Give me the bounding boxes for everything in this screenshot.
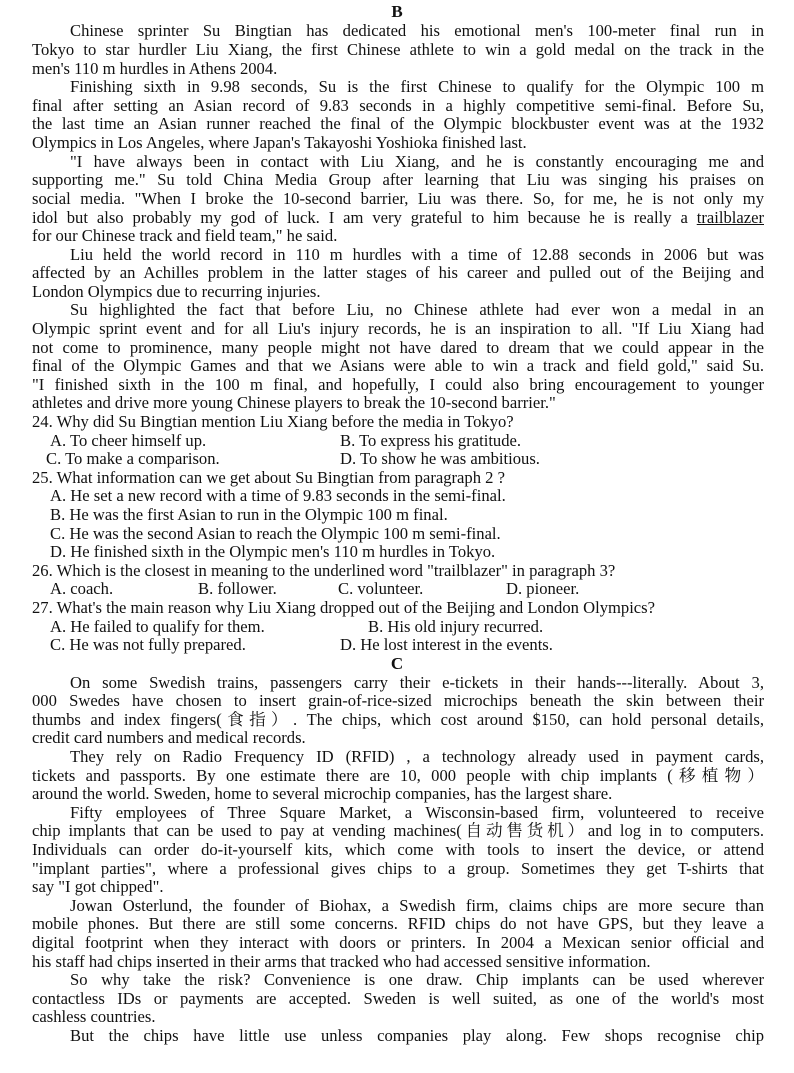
c-para4-line: mobile phones. But there are still some concerns. RFID chips do not have GPS, but they leave a [32,914,764,933]
c-para5-line: So why take the risk? Convenience is one draw. Chip implants can be used wherever [70,970,764,989]
c-para3-line: Fifty employees of Three Square Market, a Wisconsin-based firm, volunteered to receive [70,803,764,822]
c-para3-line: Individuals can order do-it-yourself kits, which come with tools to insert the device, or attend [32,840,764,859]
c-para4-line: his staff had chips inserted in their arms that tracked who had accessed sensitive information. [32,952,651,971]
c-para3-line: chip implants that can be used to pay at vending machines(自动售货机）and log in to computers. [32,821,764,840]
question-25-option-d: D. He finished sixth in the Olympic men's 110 m hurdles in Tokyo. [50,542,496,561]
question-25-stem: 25. What information can we get about Su Bingtian from paragraph 2 ? [32,468,505,487]
c-para1-line: thumbs and index fingers(食指）. The chips, which cost around $150, can hold personal details, [32,710,764,729]
b-para5-line: athletes and drive more young Chinese players to break the 10-second barrier." [32,393,556,412]
question-27-option-a: A. He failed to qualify for them. [50,617,265,636]
c-para3-line: say "I got chipped". [32,877,164,896]
section-c-title: C [390,654,404,673]
c-para5-line: cashless countries. [32,1007,156,1026]
c-para5-line: contactless IDs or payments are accepted. Sweden is well suited, as one of the world's most [32,989,764,1008]
b-para1-line: men's 110 m hurdles in Athens 2004. [32,59,278,78]
b-para3-line [32,209,764,228]
b-para3-line: social media. "When I broke the 10-second barrier, Liu was there. So, for me, he is not only my [32,189,764,208]
question-26-option-b: B. follower. [198,579,277,598]
b-para5-line: "I finished sixth in the 100 m final, and hopefully, I could also bring encouragement to younger [32,375,764,394]
b-para1-line: Tokyo to star hurdler Liu Xiang, the first Chinese athlete to win a gold medal on the track in the [32,40,764,59]
b-para2-line: the last time an Asian runner reached the final of the Olympic blockbuster event was at the 1932 [32,114,764,133]
b-para4-line: London Olympics due to recurring injuries. [32,282,321,301]
b-para5-line: final of the Olympic Games and that we Asians were able to win a track and field gold," said Su. [32,356,764,375]
c-para6-line: But the chips have little use unless companies play along. Few shops recognise chip [70,1026,764,1045]
question-24-option-b: B. To express his gratitude. [340,431,522,450]
section-b-title: B [391,2,403,21]
question-27-option-d: D. He lost interest in the events. [340,635,553,654]
b-para4-line: affected by an Achilles problem in the latter stages of his career and pulled out of the Beijing and [32,263,764,282]
c-para3-line: "implant parties", where a professional gives chips to a group. Sometimes they get T-shirts that [32,859,764,878]
b-para2-line: Finishing sixth in 9.98 seconds, Su is the first Chinese to qualify for the Olympic 100 m [70,77,764,96]
b-para4-line: Liu held the world record in 110 m hurdles with a time of 12.88 seconds in 2006 but was [70,245,764,264]
c-para1-line: 000 Swedes have chosen to insert grain-of-rice-sized microchips beneath the skin between their [32,691,764,710]
c-para2-line: around the world. Sweden, home to several microchip companies, has the largest share. [32,784,613,803]
b-para2-line: final after setting an Asian record of 9.83 seconds in a highly competitive semi-final. Before Su, [32,96,764,115]
question-24-option-c: C. To make a comparison. [46,449,220,468]
question-27-option-c: C. He was not fully prepared. [50,635,246,654]
question-24-option-d: D. To show he was ambitious. [340,449,540,468]
b-para5-line: Olympic sprint event and for all Liu's injury records, he is an inspiration to all. "If Liu Xiang had [32,319,764,338]
question-26-option-a: A. coach. [50,579,114,598]
underlined-word-trailblazer: trailblazer [696,208,764,227]
question-26-option-d: D. pioneer. [506,579,580,598]
question-25-option-a: A. He set a new record with a time of 9.83 seconds in the semi-final. [50,486,506,505]
c-para4-line: digital footprint when they interact with doors or printers. In 2004 a Mexican senior official and [32,933,764,952]
b-para3-line: for our Chinese track and field team," he said. [32,226,338,245]
b-para1-line: Chinese sprinter Su Bingtian has dedicated his emotional men's 100-meter final run in [70,21,764,40]
c-para2-line: tickets and passports. By one estimate there are 10, 000 people with chip implants (移植物） [32,766,764,785]
b-para3-line: "I have always been in contact with Liu Xiang, and he is constantly encouraging me and [70,152,764,171]
question-26-stem: 26. Which is the closest in meaning to the underlined word "trailblazer" in paragraph 3? [32,561,616,580]
question-27-stem: 27. What's the main reason why Liu Xiang dropped out of the Beijing and London Olympics? [32,598,655,617]
b-para2-line: Olympics in Los Angeles, where Japan's Takayoshi Yoshioka finished last. [32,133,527,152]
b-para3-line: supporting me." Su told China Media Group after learning that Liu was singing his praises on [32,170,764,189]
b-para5-line: Su highlighted the fact that before Liu, no Chinese athlete had ever won a medal in an [70,300,764,319]
c-para1-line: On some Swedish trains, passengers carry their e-tickets in their hands---literally. About 3, [70,673,764,692]
b-para5-line: not come to prominence, many people might not have dared to dream that we could appear in the [32,338,764,357]
question-24-option-a: A. To cheer himself up. [50,431,207,450]
question-25-option-c: C. He was the second Asian to reach the Olympic 100 m semi-final. [50,524,501,543]
b-para3-line4-text: idol but also probably my god of luck. I am very grateful to him because he is really a [32,208,697,227]
c-para4-line: Jowan Osterlund, the founder of Biohax, a Swedish firm, claims chips are more secure than [70,896,764,915]
question-26-option-c: C. volunteer. [338,579,424,598]
question-27-option-b: B. His old injury recurred. [368,617,544,636]
c-para2-line: They rely on Radio Frequency ID (RFID) , a technology already used in payment cards, [70,747,764,766]
c-para1-line: credit card numbers and medical records. [32,728,306,747]
question-25-option-b: B. He was the first Asian to run in the Olympic 100 m final. [50,505,448,524]
question-24-stem: 24. Why did Su Bingtian mention Liu Xiang before the media in Tokyo? [32,412,514,431]
